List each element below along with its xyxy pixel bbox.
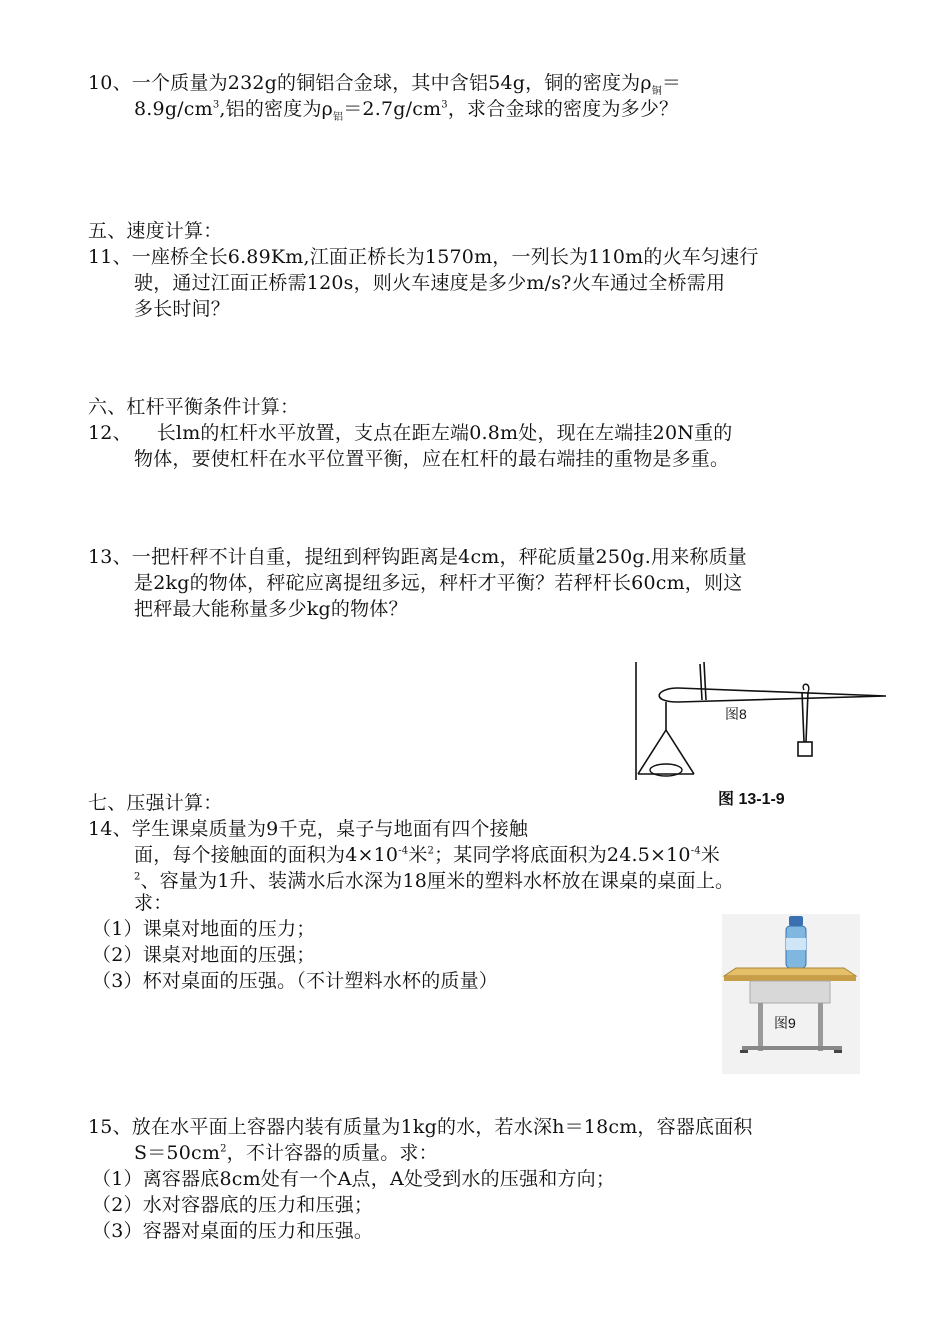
q14-line4: 求：: [134, 892, 173, 914]
q11-line1: 11、一座桥全长6.89Km,江面正桥长为1570m，一列长为110m的火车匀速行: [88, 246, 759, 268]
q14-text2d: 米: [700, 844, 721, 866]
q10-line1: [88, 70, 681, 96]
q10-eq: ＝: [661, 72, 682, 94]
q14-text2b: 米: [408, 844, 428, 866]
q10-sup1: 3: [212, 99, 220, 111]
section-6-heading: 六、杠杆平衡条件计算：: [88, 396, 300, 418]
q10-sup2: 3: [441, 99, 448, 111]
q13-line2: 是2kg的物体，秤砣应离提纽多远，秤杆才平衡？若秤杆长60cm，则这: [134, 572, 743, 594]
q10-text2d: ，求合金球的密度为多少？: [447, 98, 679, 120]
q10-sub-copper: 铜: [651, 85, 662, 97]
q10-text2a: 8.9g/cm: [134, 98, 213, 120]
q15-sup: 2: [220, 1143, 227, 1155]
q15-subq3: （3）容器对桌面的压力和压强。: [92, 1220, 374, 1242]
q14-line2: [134, 842, 720, 868]
q14-subq3: （3）杯对桌面的压强。（不计塑料水杯的质量）: [92, 970, 498, 992]
section-7-heading: 七、压强计算：: [88, 792, 223, 814]
q12-line1: 12、 长lm的杠杆水平放置，支点在距左端0.8m处，现在左端挂20N重的: [88, 422, 733, 444]
q14-sup4: 2: [134, 871, 141, 883]
q10-sub-aluminum: 铝: [333, 111, 344, 123]
q11-line3: 多长时间？: [134, 298, 231, 320]
q12-line2: 物体，要使杠杆在水平位置平衡，应在杠杆的最右端挂的重物是多重。: [134, 448, 730, 470]
q14-text2c: ；某同学将底面积为24.5×10: [434, 844, 691, 866]
q14-line1: 14、学生课桌质量为9千克，桌子与地面有四个接触: [88, 818, 529, 840]
q15-line2: [134, 1140, 438, 1166]
fig9-label: 图9: [774, 1015, 796, 1031]
q14-line3: [134, 868, 734, 894]
q14-subq1: （1）课桌对地面的压力；: [92, 918, 316, 940]
q14-subq2: （2）课桌对地面的压强；: [92, 944, 316, 966]
fig8-caption: 图 13-1-9: [718, 791, 785, 808]
q10-text2b: ,铝的密度为ρ: [219, 98, 334, 120]
q15-subq1: （1）离容器底8cm处有一个A点，A处受到水的压强和方向；: [92, 1168, 616, 1190]
section-5-heading: 五、速度计算：: [88, 220, 223, 242]
q10-line2: [134, 96, 678, 122]
q15-text2a: S＝50cm: [134, 1142, 221, 1164]
q14-sup2: 2: [427, 845, 435, 857]
q13-line1: 13、一把杆秤不计自重，提纽到秤钩距离是4cm，秤砣质量250g.用来称质量: [88, 546, 747, 568]
desk-bottle-figure: [722, 914, 860, 1074]
q14-text3: 、容量为1升、装满水后水深为18厘米的塑料水杯放在课桌的桌面上。: [140, 870, 735, 892]
q13-line3: 把秤最大能称量多少kg的物体？: [134, 598, 408, 620]
q10-text1: 10、一个质量为232g的铜铝合金球，其中含铝54g，铜的密度为ρ: [88, 72, 652, 94]
q14-sup3: -4: [690, 845, 701, 857]
q15-subq2: （2）水对容器底的压力和压强；: [92, 1194, 374, 1216]
q11-line2: 驶，通过江面正桥需120s，则火车速度是多少m/s?火车通过全桥需用: [134, 272, 726, 294]
q15-text2b: ，不计容器的质量。求：: [226, 1142, 438, 1164]
q15-line1: 15、放在水平面上容器内装有质量为1kg的水，若水深h＝18cm，容器底面积: [88, 1116, 753, 1138]
fig8-label: 图8: [725, 706, 747, 722]
q10-text2c: ＝2.7g/cm: [343, 98, 442, 120]
q14-text2a: 面，每个接触面的面积为4×10: [134, 844, 399, 866]
q14-sup1: -4: [398, 845, 409, 857]
